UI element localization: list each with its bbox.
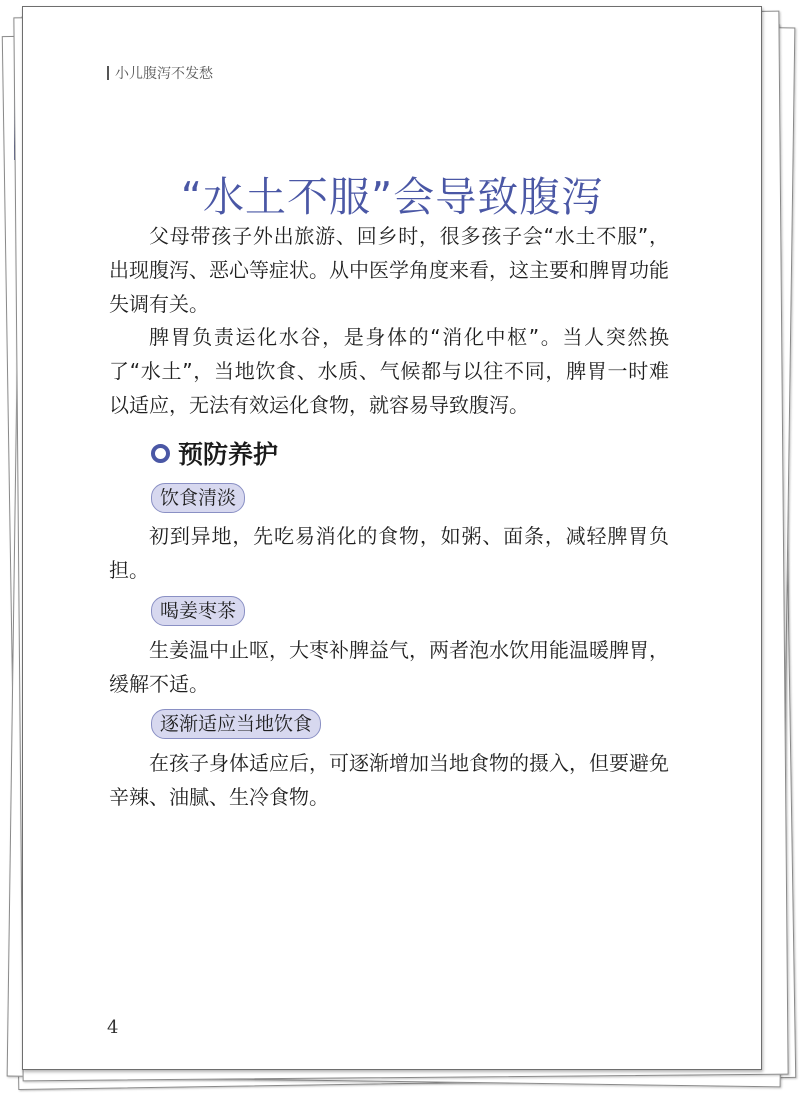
article-title: “水土不服”会导致腹泻 <box>180 173 604 222</box>
header-divider <box>107 66 109 80</box>
section-heading <box>151 435 278 471</box>
tip-label-adapt: 逐渐适应当地饮食 <box>151 709 321 739</box>
front-page <box>22 6 762 1070</box>
page-number: 4 <box>107 1017 119 1038</box>
section-heading-label: 预防养护 <box>178 440 279 469</box>
book-title: 小儿腹泻不发愁 <box>115 66 213 82</box>
circle-bullet-icon <box>151 444 170 463</box>
explanation-paragraph: 脾胃负责运化水谷，是身体的“消化中枢”。当人突然换了“水土”，当地饮食、水质、气候都与以往不同，脾胃一时难以适应，无法有效运化食物，就容易导致腹泻。 <box>109 325 669 417</box>
intro-paragraph: 父母带孩子外出旅游、回乡时，很多孩子会“水土不服”，出现腹泻、恶心等症状。从中医学角度来看，这主要和脾胃功能失调有关。 <box>109 224 669 316</box>
tip-label-ginger-tea: 喝姜枣茶 <box>151 596 245 626</box>
tip-text-adapt: 在孩子身体适应后，可逐渐增加当地食物的摄入，但要避免辛辣、油腻、生冷食物。 <box>109 751 669 809</box>
tip-label-diet: 饮食清淡 <box>151 483 245 513</box>
tip-text-ginger-tea: 生姜温中止呕，大枣补脾益气，两者泡水饮用能温暖脾胃，缓解不适。 <box>109 638 669 696</box>
tip-text-diet: 初到异地，先吃易消化的食物，如粥、面条，减轻脾胃负担。 <box>109 524 669 582</box>
running-header <box>107 63 213 83</box>
